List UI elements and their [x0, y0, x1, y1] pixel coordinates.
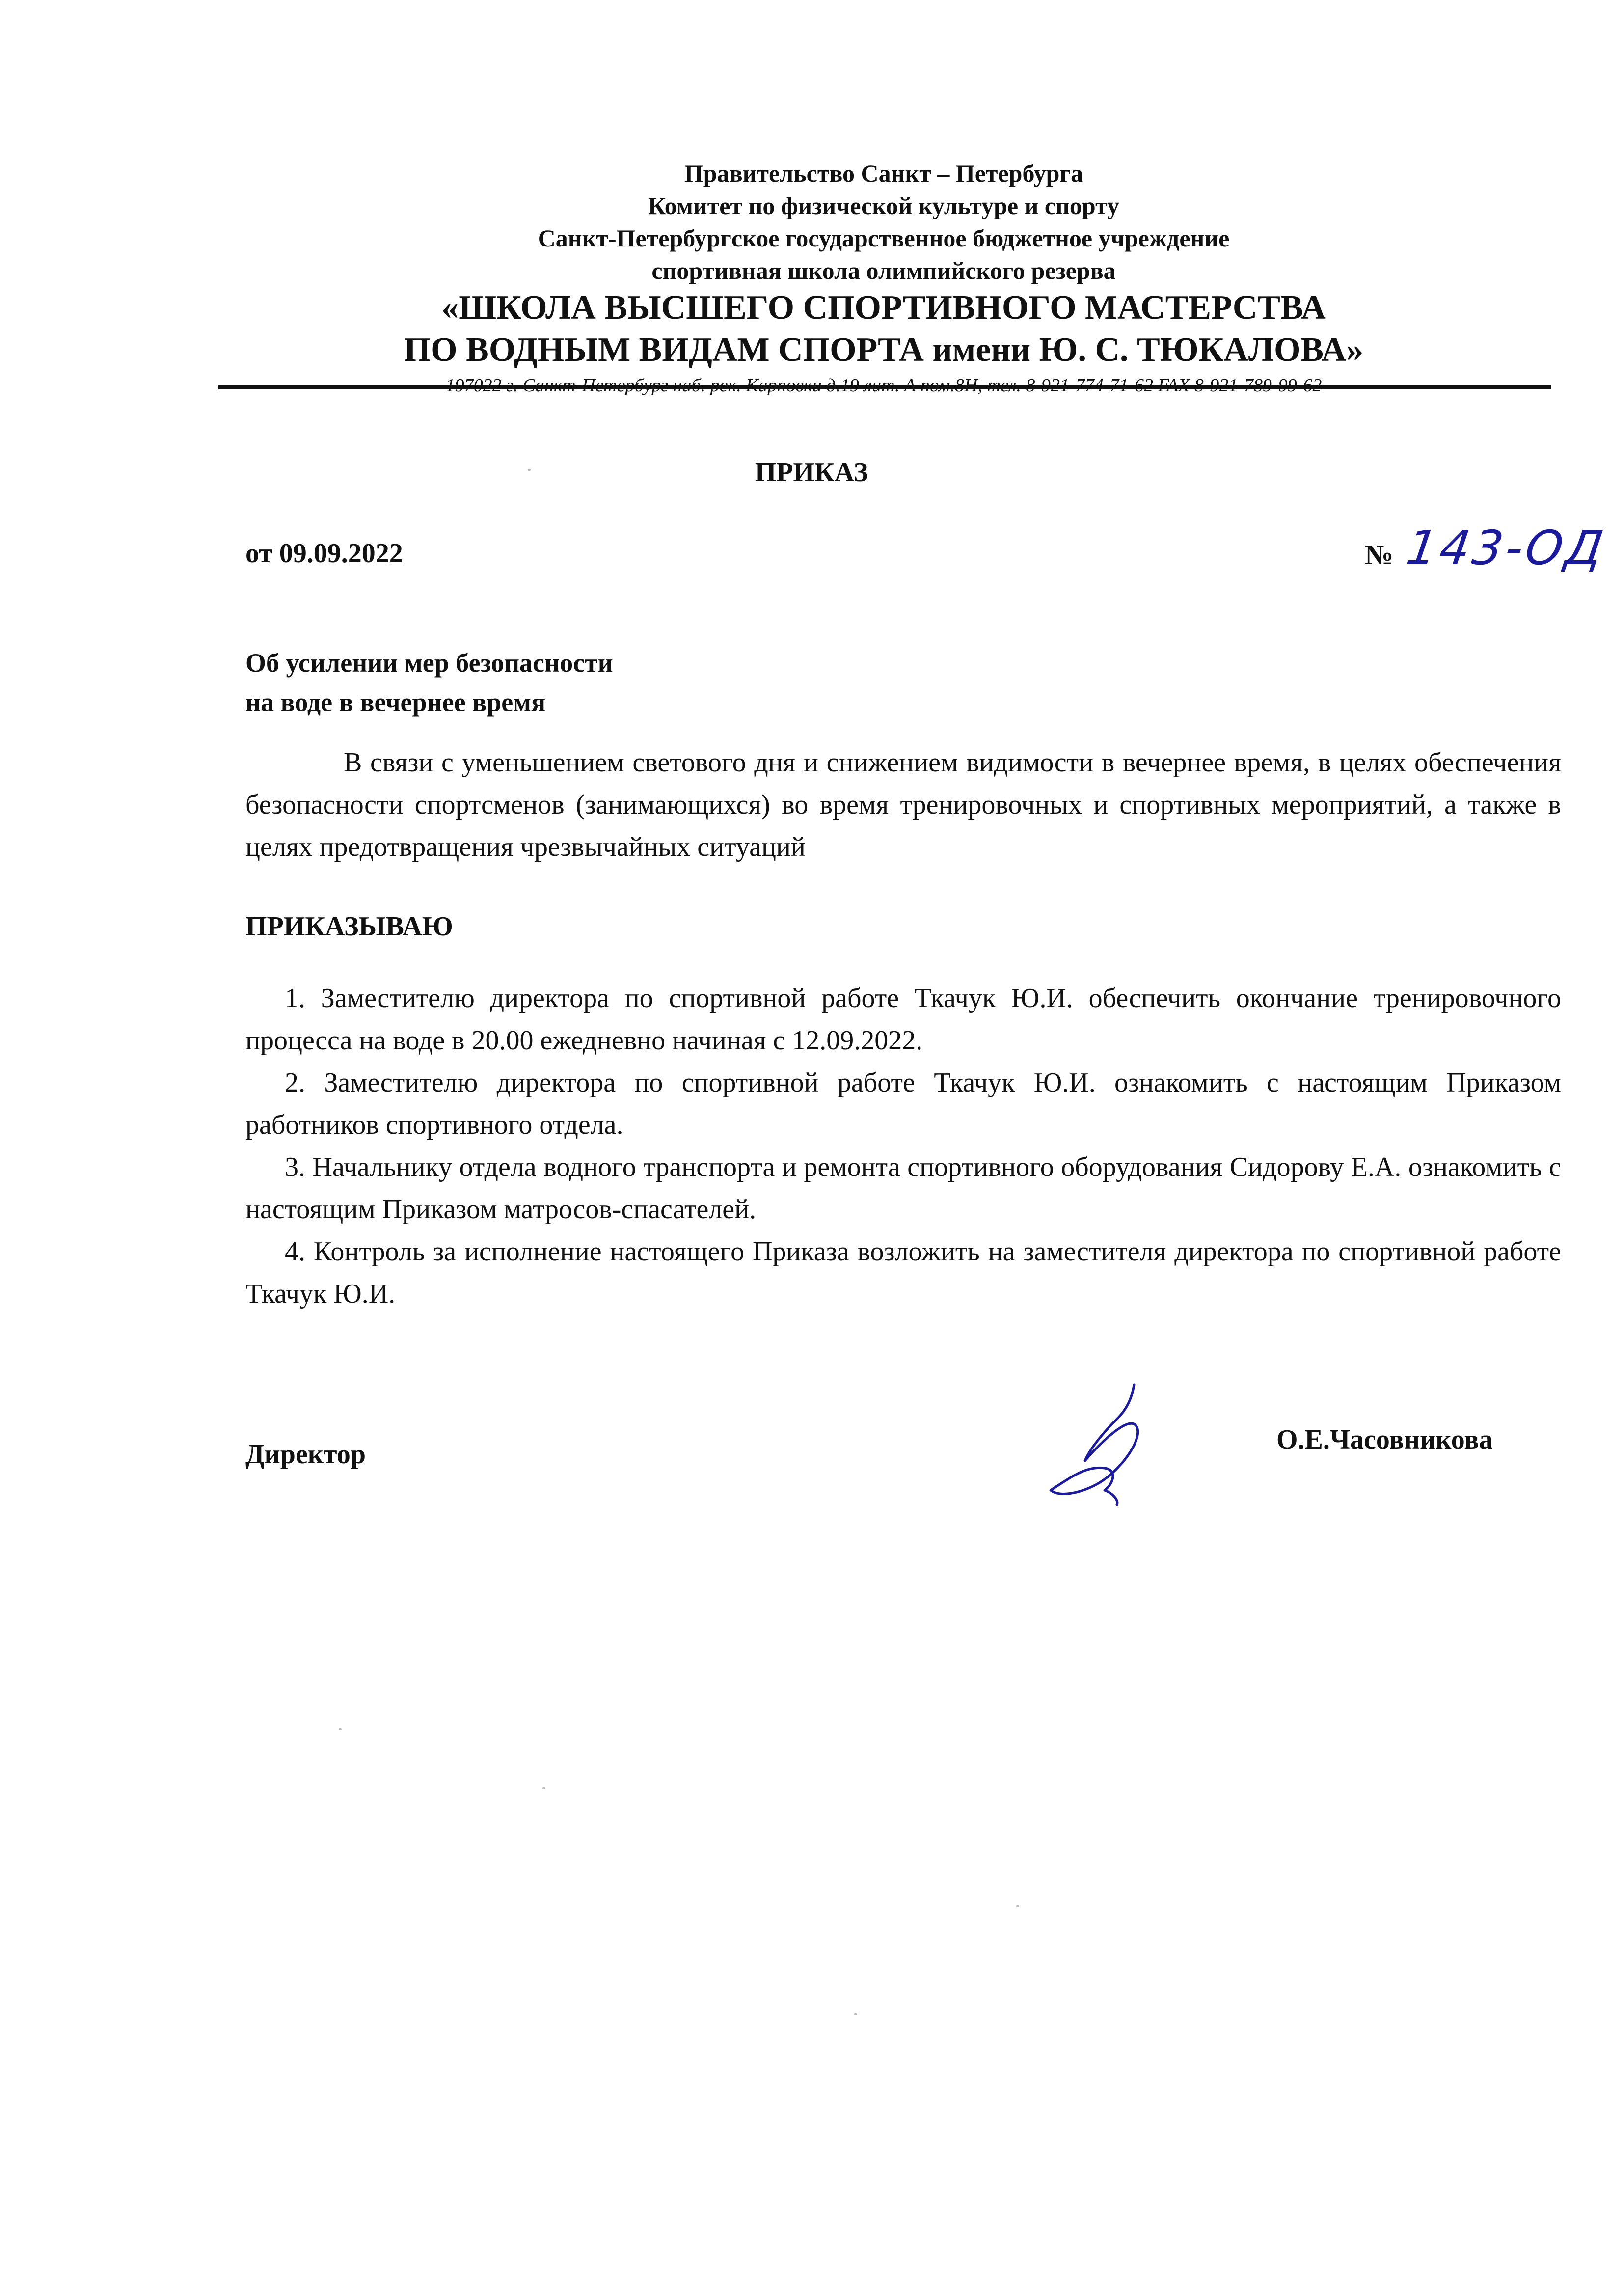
subject-line: на воде в вечернее время [245, 687, 546, 717]
order-item: 1. Заместителю директора по спортивной работе Ткачук Ю.И. обеспечить окончание тренировочного процесса на воде в 20.00 ежедневно начиная с 12.09.2022. [245, 983, 1561, 1056]
letterhead-divider [218, 385, 1551, 389]
scan-speck [854, 2013, 857, 2015]
scan-speck [339, 1728, 342, 1730]
document-subject [245, 643, 613, 722]
letterhead-institution-type: Санкт-Петербургское государственное бюджетное учреждение [538, 224, 1230, 252]
letterhead-committee: Комитет по физической культуре и спорту [648, 192, 1119, 219]
letterhead-school-type: спортивная школа олимпийского резерва [651, 257, 1116, 284]
number-sign: № [1365, 539, 1394, 571]
order-item: 4. Контроль за исполнение настоящего Приказа возложить на заместителя директора по спортивной работе Ткачук Ю.И. [245, 1236, 1561, 1309]
order-heading: ПРИКАЗЫВАЮ [245, 911, 453, 942]
scan-speck [528, 469, 531, 471]
signature-block [245, 1424, 1542, 1522]
document-date: от 09.09.2022 [245, 538, 403, 569]
letterhead-government: Правительство Санкт – Петербурга [684, 160, 1083, 187]
letterhead [216, 157, 1551, 398]
letterhead-org-name-line1: «ШКОЛА ВЫСШЕГО СПОРТИВНОГО МАСТЕРСТВА [441, 289, 1326, 327]
letterhead-org-name-line2: ПО ВОДНЫМ ВИДАМ СПОРТА имени Ю. С. ТЮКАЛОВА» [404, 331, 1364, 369]
handwritten-signature-icon [1031, 1380, 1168, 1507]
handwritten-number: 143-ОД [1403, 520, 1610, 575]
signer-name: О.Е.Часовникова [1276, 1424, 1493, 1455]
order-item: 2. Заместителю директора по спортивной работе Ткачук Ю.И. ознакомить с настоящим Приказом работников спортивного отдела. [245, 1067, 1561, 1140]
order-item: 3. Начальнику отдела водного транспорта и ремонта спортивного оборудования Сидорову Е.А. ознакомить с настоящим Приказом матросов-спасателей. [245, 1152, 1561, 1225]
document-title: ПРИКАЗ [755, 457, 868, 488]
order-items-list [245, 977, 1561, 1315]
scan-speck [542, 1787, 545, 1789]
subject-line: Об усилении мер безопасности [245, 648, 613, 678]
document-number [1365, 520, 1610, 575]
preamble-paragraph: В связи с уменьшением светового дня и снижением видимости в вечернее время, в целях обеспечения безопасности спортсменов (занимающихся) во время тренировочных и спортивных мероприятий, а также в целях предотвращения чрезвычайных ситуаций [245, 747, 1561, 862]
signer-role: Директор [245, 1439, 366, 1470]
scan-speck [1016, 1905, 1019, 1907]
